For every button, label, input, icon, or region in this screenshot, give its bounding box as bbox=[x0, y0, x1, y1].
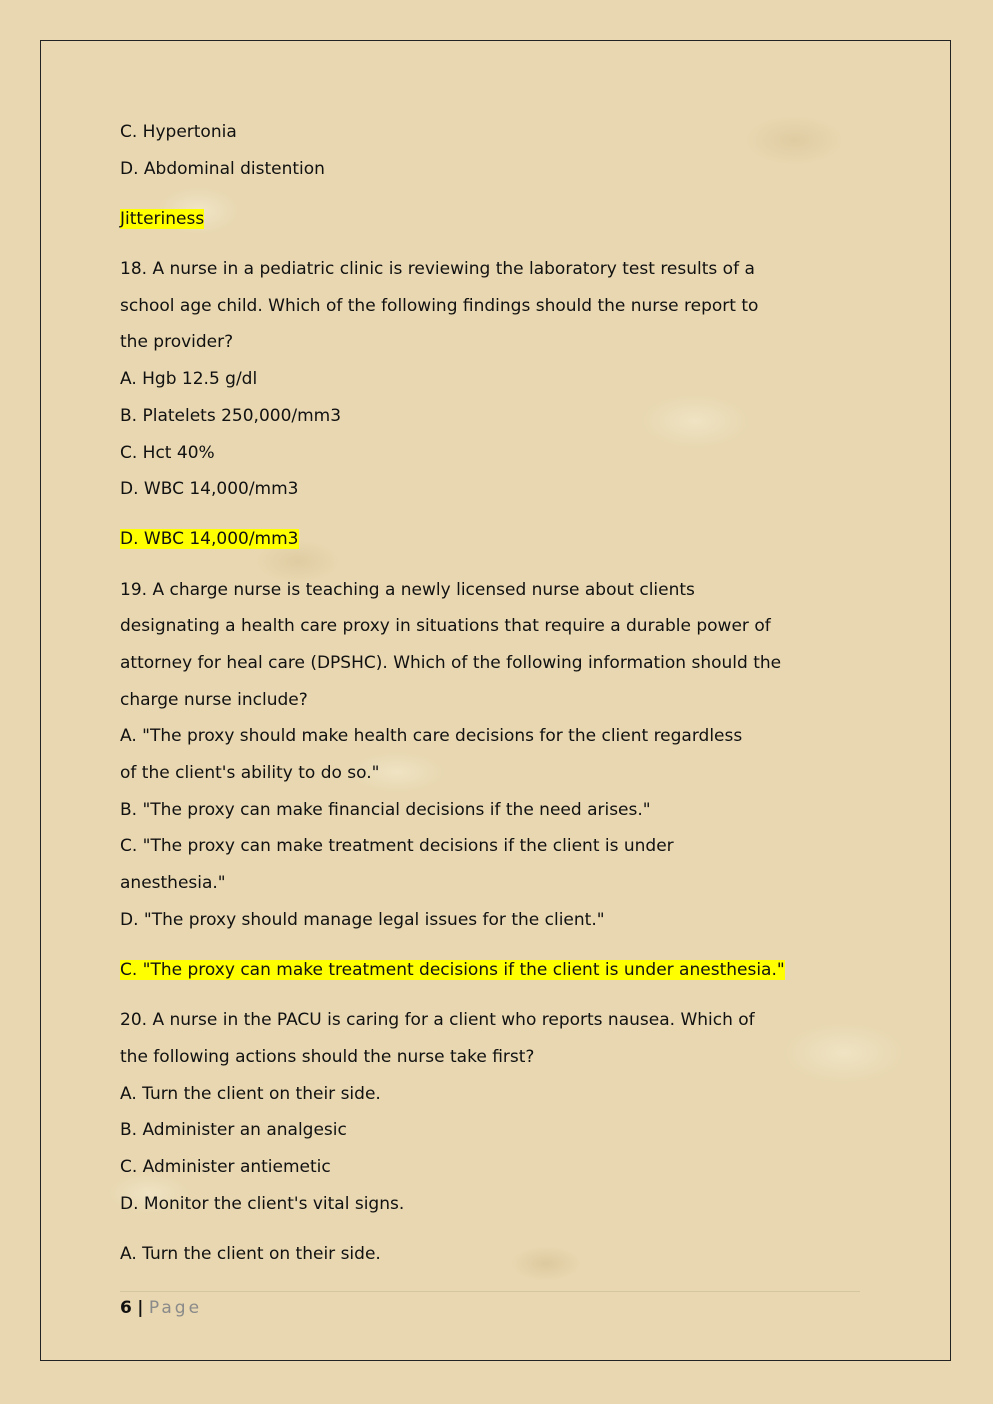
q20-answer: A. Turn the client on their side. bbox=[120, 1243, 381, 1264]
q19-option-a-line-2: of the client's ability to do so." bbox=[120, 763, 380, 783]
q18-option-a: A. Hgb 12.5 g/dl bbox=[120, 369, 258, 390]
q20-option-d: D. Monitor the client's vital signs. bbox=[120, 1193, 405, 1214]
page-separator: | bbox=[137, 1298, 144, 1318]
q19-stem-line-3: attorney for heal care (DPSHC). Which of the following information should the bbox=[120, 652, 782, 673]
page-footer bbox=[120, 1294, 202, 1322]
q17-option-c: C. Hypertonia bbox=[120, 122, 237, 142]
q19-stem-line-1: 19. A charge nurse is teaching a newly licensed nurse about clients bbox=[120, 579, 695, 600]
q20-option-c: C. Administer antiemetic bbox=[120, 1156, 331, 1177]
q20-stem-line-2: the following actions should the nurse take first? bbox=[120, 1046, 535, 1067]
q20-option-b: B. Administer an analgesic bbox=[120, 1120, 347, 1141]
q18-option-c: C. Hct 40% bbox=[120, 442, 215, 463]
document-content bbox=[120, 114, 820, 1272]
q18-stem-line-3: the provider? bbox=[120, 332, 234, 353]
q19-option-b: B. "The proxy can make financial decisions if the need arises." bbox=[120, 799, 651, 820]
q19-option-c-line-1: C. "The proxy can make treatment decisions if the client is under bbox=[120, 836, 674, 857]
page-number: 6 bbox=[120, 1298, 132, 1318]
q20-option-a: A. Turn the client on their side. bbox=[120, 1083, 381, 1104]
q19-option-a-line-1: A. "The proxy should make health care decisions for the client regardless bbox=[120, 726, 743, 747]
q18-stem-line-1: 18. A nurse in a pediatric clinic is reviewing the laboratory test results of a bbox=[120, 259, 755, 280]
q19-stem-line-2: designating a health care proxy in situations that require a durable power of bbox=[120, 616, 771, 637]
page-label: Page bbox=[148, 1298, 203, 1318]
q19-option-c-line-2: anesthesia." bbox=[120, 873, 226, 894]
q17-answer: Jitteriness bbox=[120, 208, 205, 229]
q18-answer: D. WBC 14,000/mm3 bbox=[120, 529, 299, 550]
footer-divider bbox=[120, 1291, 860, 1292]
q18-option-d: D. WBC 14,000/mm3 bbox=[120, 479, 299, 500]
q18-stem-line-2: school age child. Which of the following findings should the nurse report to bbox=[120, 295, 759, 316]
q17-option-d: D. Abdominal distention bbox=[120, 158, 325, 179]
q19-stem-line-4: charge nurse include? bbox=[120, 689, 308, 710]
q19-answer: C. "The proxy can make treatment decisions if the client is under anesthesia." bbox=[120, 959, 785, 980]
q20-stem-line-1: 20. A nurse in the PACU is caring for a client who reports nausea. Which of bbox=[120, 1010, 755, 1031]
q19-option-d: D. "The proxy should manage legal issues for the client." bbox=[120, 909, 605, 930]
q18-option-b: B. Platelets 250,000/mm3 bbox=[120, 405, 342, 426]
